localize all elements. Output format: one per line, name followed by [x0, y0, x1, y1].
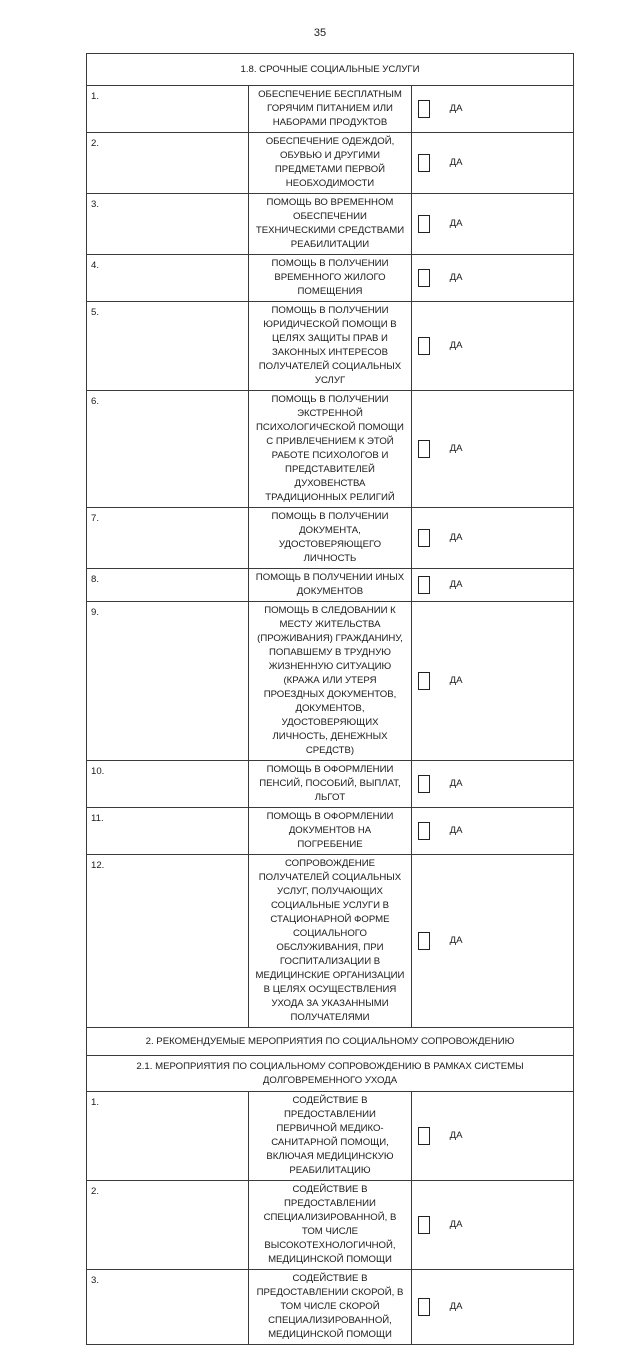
yes-checkbox[interactable] — [418, 932, 430, 950]
yes-checkbox[interactable] — [418, 1298, 430, 1316]
services-table-body — [87, 54, 574, 1345]
service-description: ОБЕСПЕЧЕНИЕ ОДЕЖДОЙ, ОБУВЬЮ И ДРУГИМИ ПРЕДМЕТАМИ ПЕРВОЙ НЕОБХОДИМОСТИ — [249, 133, 411, 194]
service-description: ПОМОЩЬ В ПОЛУЧЕНИИ ДОКУМЕНТА, УДОСТОВЕРЯЮЩЕГО ЛИЧНОСТЬ — [249, 508, 411, 569]
yes-label: ДА — [449, 1301, 463, 1312]
answer-cell — [411, 255, 573, 302]
answer-group — [412, 932, 573, 950]
answer-cell — [411, 1181, 573, 1270]
yes-label: ДА — [449, 157, 463, 168]
yes-checkbox[interactable] — [418, 822, 430, 840]
service-description: ПОМОЩЬ В ОФОРМЛЕНИИ ПЕНСИЙ, ПОСОБИЙ, ВЫПЛАТ, ЛЬГОТ — [249, 761, 411, 808]
service-description: ПОМОЩЬ В ПОЛУЧЕНИИ ЮРИДИЧЕСКОЙ ПОМОЩИ В ЦЕЛЯХ ЗАЩИТЫ ПРАВ И ЗАКОННЫХ ИНТЕРЕСОВ ПОЛУЧАТЕЛЕЙ СОЦИАЛЬНЫХ УСЛУГ — [249, 302, 411, 391]
row-number: 5. — [87, 302, 249, 391]
yes-checkbox[interactable] — [418, 672, 430, 690]
row-number: 4. — [87, 255, 249, 302]
row-number: 8. — [87, 569, 249, 602]
row-number: 7. — [87, 508, 249, 569]
answer-cell — [411, 1092, 573, 1181]
yes-label: ДА — [449, 272, 463, 283]
answer-cell — [411, 1270, 573, 1345]
yes-checkbox[interactable] — [418, 1216, 430, 1234]
answer-group — [412, 1127, 573, 1145]
row-number: 12. — [87, 855, 249, 1028]
service-row — [87, 133, 574, 194]
answer-group — [412, 269, 573, 287]
service-description: СОДЕЙСТВИЕ В ПРЕДОСТАВЛЕНИИ СКОРОЙ, В ТОМ ЧИСЛЕ СКОРОЙ СПЕЦИАЛИЗИРОВАННОЙ, МЕДИЦИНСКОЙ ПОМОЩИ — [249, 1270, 411, 1345]
service-row — [87, 808, 574, 855]
answer-cell — [411, 194, 573, 255]
yes-checkbox[interactable] — [418, 100, 430, 118]
answer-cell — [411, 855, 573, 1028]
yes-label: ДА — [449, 1219, 463, 1230]
service-row — [87, 255, 574, 302]
answer-group — [412, 100, 573, 118]
service-description: СОДЕЙСТВИЕ В ПРЕДОСТАВЛЕНИИ СПЕЦИАЛИЗИРОВАННОЙ, В ТОМ ЧИСЛЕ ВЫСОКОТЕХНОЛОГИЧНОЙ, МЕДИЦИНСКОЙ ПОМОЩИ — [249, 1181, 411, 1270]
service-row — [87, 302, 574, 391]
section-2-1-header-title: 2.1. МЕРОПРИЯТИЯ ПО СОЦИАЛЬНОМУ СОПРОВОЖДЕНИЮ В РАМКАХ СИСТЕМЫ ДОЛГОВРЕМЕННОГО УХОДА — [87, 1056, 574, 1092]
answer-cell — [411, 391, 573, 508]
answer-group — [412, 440, 573, 458]
yes-checkbox[interactable] — [418, 440, 430, 458]
yes-label: ДА — [449, 340, 463, 351]
service-row — [87, 508, 574, 569]
row-number: 10. — [87, 761, 249, 808]
yes-label: ДА — [449, 1130, 463, 1141]
yes-label: ДА — [449, 532, 463, 543]
service-row — [87, 391, 574, 508]
service-row — [87, 1092, 574, 1181]
row-number: 2. — [87, 1181, 249, 1270]
service-row — [87, 1181, 574, 1270]
row-number: 3. — [87, 1270, 249, 1345]
service-row — [87, 1270, 574, 1345]
answer-cell — [411, 508, 573, 569]
service-row — [87, 569, 574, 602]
service-description: ПОМОЩЬ В СЛЕДОВАНИИ К МЕСТУ ЖИТЕЛЬСТВА (ПРОЖИВАНИЯ) ГРАЖДАНИНУ, ПОПАВШЕМУ В ТРУДНУЮ ЖИЗНЕННУЮ СИТУАЦИЮ (КРАЖА ИЛИ УТЕРЯ ПРОЕЗДНЫХ ДОКУМЕНТОВ, ДОКУМЕНТОВ, УДОСТОВЕРЯЮЩИХ ЛИЧНОСТЬ, ДЕНЕЖНЫХ СРЕДСТВ) — [249, 602, 411, 761]
service-description: ПОМОЩЬ В ОФОРМЛЕНИИ ДОКУМЕНТОВ НА ПОГРЕБЕНИЕ — [249, 808, 411, 855]
answer-group — [412, 1298, 573, 1316]
answer-group — [412, 576, 573, 594]
row-number: 2. — [87, 133, 249, 194]
service-description: ПОМОЩЬ ВО ВРЕМЕННОМ ОБЕСПЕЧЕНИИ ТЕХНИЧЕСКИМИ СРЕДСТВАМИ РЕАБИЛИТАЦИИ — [249, 194, 411, 255]
page-number: 35 — [313, 27, 327, 39]
yes-checkbox[interactable] — [418, 269, 430, 287]
answer-cell — [411, 302, 573, 391]
yes-checkbox[interactable] — [418, 576, 430, 594]
row-number: 3. — [87, 194, 249, 255]
service-description: СОДЕЙСТВИЕ В ПРЕДОСТАВЛЕНИИ ПЕРВИЧНОЙ МЕДИКО-САНИТАРНОЙ ПОМОЩИ, ВКЛЮЧАЯ МЕДИЦИНСКУЮ РЕАБИЛИТАЦИЮ — [249, 1092, 411, 1181]
yes-label: ДА — [449, 443, 463, 454]
yes-checkbox[interactable] — [418, 337, 430, 355]
yes-checkbox[interactable] — [418, 154, 430, 172]
yes-checkbox[interactable] — [418, 775, 430, 793]
answer-cell — [411, 86, 573, 133]
service-row — [87, 602, 574, 761]
services-table — [86, 53, 574, 1345]
row-number: 6. — [87, 391, 249, 508]
section-1-8-header-title: 1.8. СРОЧНЫЕ СОЦИАЛЬНЫЕ УСЛУГИ — [87, 54, 574, 86]
answer-cell — [411, 569, 573, 602]
service-description: СОПРОВОЖДЕНИЕ ПОЛУЧАТЕЛЕЙ СОЦИАЛЬНЫХ УСЛУГ, ПОЛУЧАЮЩИХ СОЦИАЛЬНЫЕ УСЛУГИ В СТАЦИОНАРНОЙ ФОРМЕ СОЦИАЛЬНОГО ОБСЛУЖИВАНИЯ, ПРИ ГОСПИТАЛИЗАЦИИ В МЕДИЦИНСКИЕ ОРГАНИЗАЦИИ В ЦЕЛЯХ ОСУЩЕСТВЛЕНИЯ УХОДА ЗА УКАЗАННЫМИ ПОЛУЧАТЕЛЯМИ — [249, 855, 411, 1028]
section-2-header-title: 2. РЕКОМЕНДУЕМЫЕ МЕРОПРИЯТИЯ ПО СОЦИАЛЬНОМУ СОПРОВОЖДЕНИЮ — [87, 1028, 574, 1056]
answer-group — [412, 775, 573, 793]
yes-label: ДА — [449, 935, 463, 946]
answer-group — [412, 672, 573, 690]
service-row — [87, 761, 574, 808]
answer-group — [412, 529, 573, 547]
service-description: ПОМОЩЬ В ПОЛУЧЕНИИ ИНЫХ ДОКУМЕНТОВ — [249, 569, 411, 602]
row-number: 9. — [87, 602, 249, 761]
answer-cell — [411, 133, 573, 194]
service-description: ПОМОЩЬ В ПОЛУЧЕНИИ ЭКСТРЕННОЙ ПСИХОЛОГИЧЕСКОЙ ПОМОЩИ С ПРИВЛЕЧЕНИЕМ К ЭТОЙ РАБОТЕ ПСИХОЛОГОВ И ПРЕДСТАВИТЕЛЕЙ ДУХОВЕНСТВА ТРАДИЦИОННЫХ РЕЛИГИЙ — [249, 391, 411, 508]
yes-label: ДА — [449, 103, 463, 114]
service-description: ПОМОЩЬ В ПОЛУЧЕНИИ ВРЕМЕННОГО ЖИЛОГО ПОМЕЩЕНИЯ — [249, 255, 411, 302]
yes-checkbox[interactable] — [418, 529, 430, 547]
answer-cell — [411, 808, 573, 855]
section-2-1-header — [87, 1056, 574, 1092]
answer-cell — [411, 761, 573, 808]
yes-label: ДА — [449, 579, 463, 590]
answer-group — [412, 154, 573, 172]
service-row — [87, 86, 574, 133]
row-number: 11. — [87, 808, 249, 855]
yes-label: ДА — [449, 218, 463, 229]
yes-checkbox[interactable] — [418, 215, 430, 233]
row-number: 1. — [87, 86, 249, 133]
answer-group — [412, 822, 573, 840]
yes-label: ДА — [449, 778, 463, 789]
answer-group — [412, 1216, 573, 1234]
answer-cell — [411, 602, 573, 761]
yes-label: ДА — [449, 825, 463, 836]
answer-group — [412, 215, 573, 233]
yes-checkbox[interactable] — [418, 1127, 430, 1145]
row-number: 1. — [87, 1092, 249, 1181]
service-row — [87, 194, 574, 255]
answer-group — [412, 337, 573, 355]
section-2-header — [87, 1028, 574, 1056]
service-row — [87, 855, 574, 1028]
yes-label: ДА — [449, 675, 463, 686]
section-1-8-header — [87, 54, 574, 86]
service-description: ОБЕСПЕЧЕНИЕ БЕСПЛАТНЫМ ГОРЯЧИМ ПИТАНИЕМ ИЛИ НАБОРАМИ ПРОДУКТОВ — [249, 86, 411, 133]
